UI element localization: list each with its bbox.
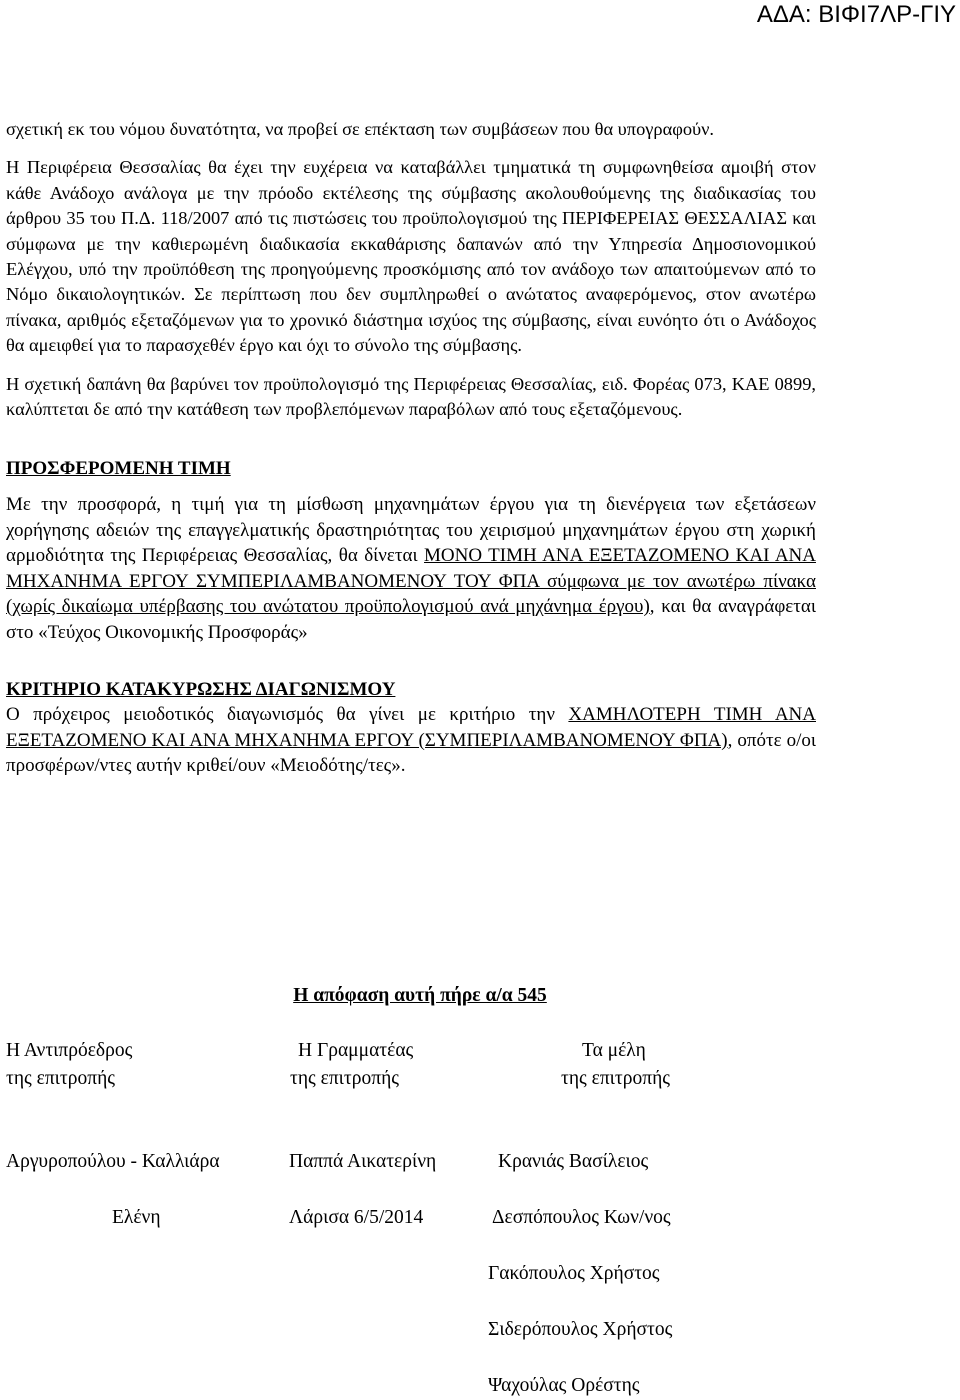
section-heading-price: ΠΡΟΣΦΕΡΟΜΕΝΗ ΤΙΜΗ: [6, 458, 231, 480]
paragraph-contract-extension: σχετική εκ του νόμου δυνατότητα, να προβεί σε επέκταση των συμβάσεων που θα υπογραφούν.: [6, 119, 715, 139]
document-body: [6, 117, 816, 779]
paragraph-budget: Η σχετική δαπάνη θα βαρύνει τον προϋπολογισμό της Περιφέρειας Θεσσαλίας, ειδ. Φορέας 073, ΚΑΕ 0899, καλύπτεται δε από την κατάθεση των προβλεπόμενων παραβόλων από τους εξεταζόμενους.: [6, 373, 816, 420]
role-secretary-committee: της επιτροπής: [290, 1068, 399, 1089]
place-date: Λάρισα 6/5/2014: [289, 1207, 424, 1228]
decision-number: Η απόφαση αυτή πήρε α/α 545: [293, 985, 547, 1006]
price-text-intro: Με την προσφορά, η τιμή για τη μίσθωση μηχανημάτων έργου για τη διενέργεια των εξετάσεων χορήγησης αδειών της επαγγελματικής δραστηριότητας του χειρισμού μηχανημάτων έργου στη χωρική αρμοδιότητα της Περιφέρειας Θεσσαλίας, θα δίνεται: [6, 494, 816, 567]
member-name-4: Σιδερόπουλος Χρήστος: [488, 1319, 673, 1340]
role-members: Τα μέλη: [582, 1040, 646, 1061]
member-name-2: Δεσπόπουλος Κων/νος: [492, 1207, 671, 1228]
criterion-text-intro: Ο πρόχειρος μειοδοτικός διαγωνισμός θα γίνει με κριτήριο την: [6, 704, 569, 726]
paragraph-price: [6, 492, 816, 645]
role-secretary: Η Γραμματέας: [298, 1040, 414, 1061]
signatory-secretary-name: Παππά Αικατερίνη: [289, 1151, 437, 1172]
signatory-vice-president-name: Αργυροπούλου - Καλλιάρα: [6, 1151, 220, 1172]
price-text-underlined: ΜΟΝΟ ΤΙΜΗ ΑΝΑ ΕΞΕΤΑΖΟΜΕΝΟ ΚΑΙ ΑΝΑ ΜΗΧΑΝΗΜΑ ΕΡΓΟΥ ΣΥΜΠΕΡΙΛΑΜΒΑΝΟΜΕΝΟΥ ΤΟΥ ΦΠΑ σύμφωνα με τον ανωτέρω πίνακα (χωρίς δικαίωμα υπέρβασης του ανώτατου προϋπολογισμού ανά μηχάνημα έργου): [6, 545, 816, 618]
signatory-vice-president-first-name: Ελένη: [112, 1207, 161, 1228]
ada-code: ΑΔΑ: ΒΙΦΙ7ΛΡ-ΓΙΥ: [756, 1, 956, 28]
price-text-end: , και θα αναγράφεται στο «Τεύχος Οικονομικής Προσφοράς»: [6, 596, 816, 643]
member-name-3: Γακόπουλος Χρήστος: [488, 1263, 660, 1284]
paragraph-payment: [6, 155, 816, 358]
paragraph-payment-part-a: Η Περιφέρεια Θεσσαλίας θα έχει την ευχέρεια να καταβάλλει τμηματικά τη συμφωνηθείσα αμοιβή στον κάθε Ανάδοχο ανάλογα με την πρόοδο εκτέλεσης της σύμβασης ακολουθούμενης της διαδικασίας του άρθρου 35 του Π.Δ. 118/2007 από τις πιστώσεις του προϋπολογισμού της ΠΕΡΙΦΕΡΕΙΑΣ ΘΕΣΣΑΛΙΑΣ και σύμφωνα με την καθιερωμένη διαδικασία εκκαθάρισης δαπανών από την Υπηρεσία Δημοσιονομικού Ελέγχου, υπό την προϋπόθεση της προηγούμενης προσκόμισης από τον ανάδοχο των απαιτούμενων από το Νόμο δικαιολογητικών.: [6, 157, 816, 305]
role-vice-president: Η Αντιπρόεδρος: [6, 1040, 133, 1061]
paragraph-criterion: [6, 702, 816, 779]
role-vice-president-committee: της επιτροπής: [6, 1068, 115, 1089]
member-name-5: Ψαχούλας Ορέστης: [488, 1375, 640, 1396]
member-name-1: Κρανιάς Βασίλειος: [498, 1151, 649, 1172]
criterion-text-end: , οπότε ο/οι προσφέρων/ντες αυτήν κριθεί/ουν «Μειοδότης/τες».: [6, 729, 816, 777]
role-members-committee: της επιτροπής: [561, 1068, 670, 1089]
paragraph-payment-part-b: Σε περίπτωση που δεν συμπληρωθεί ο ανώτατος αναφερόμενος, στον ανωτέρω πίνακα, αριθμός εξεταζόμενων για το χρονικό διάστημα ισχύος της σύμβασης, είναι ευνόητο ότι ο Ανάδοχος θα αμειφθεί για το παρασχεθέν έργο και όχι το σύνολο της σύμβασης.: [6, 284, 816, 356]
criterion-text-underlined: ΧΑΜΗΛΟΤΕΡΗ ΤΙΜΗ ΑΝΑ ΕΞΕΤΑΖΟΜΕΝΟ ΚΑΙ ΑΝΑ ΜΗΧΑΝΗΜΑ ΕΡΓΟΥ (ΣΥΜΠΕΡΙΛΑΜΒΑΝΟΜΕΝΟΥ ΦΠΑ): [6, 704, 816, 751]
section-heading-criterion: ΚΡΙΤΗΡΙΟ ΚΑΤΑΚΥΡΩΣΗΣ ΔΙΑΓΩΝΙΣΜΟΥ: [6, 679, 396, 701]
